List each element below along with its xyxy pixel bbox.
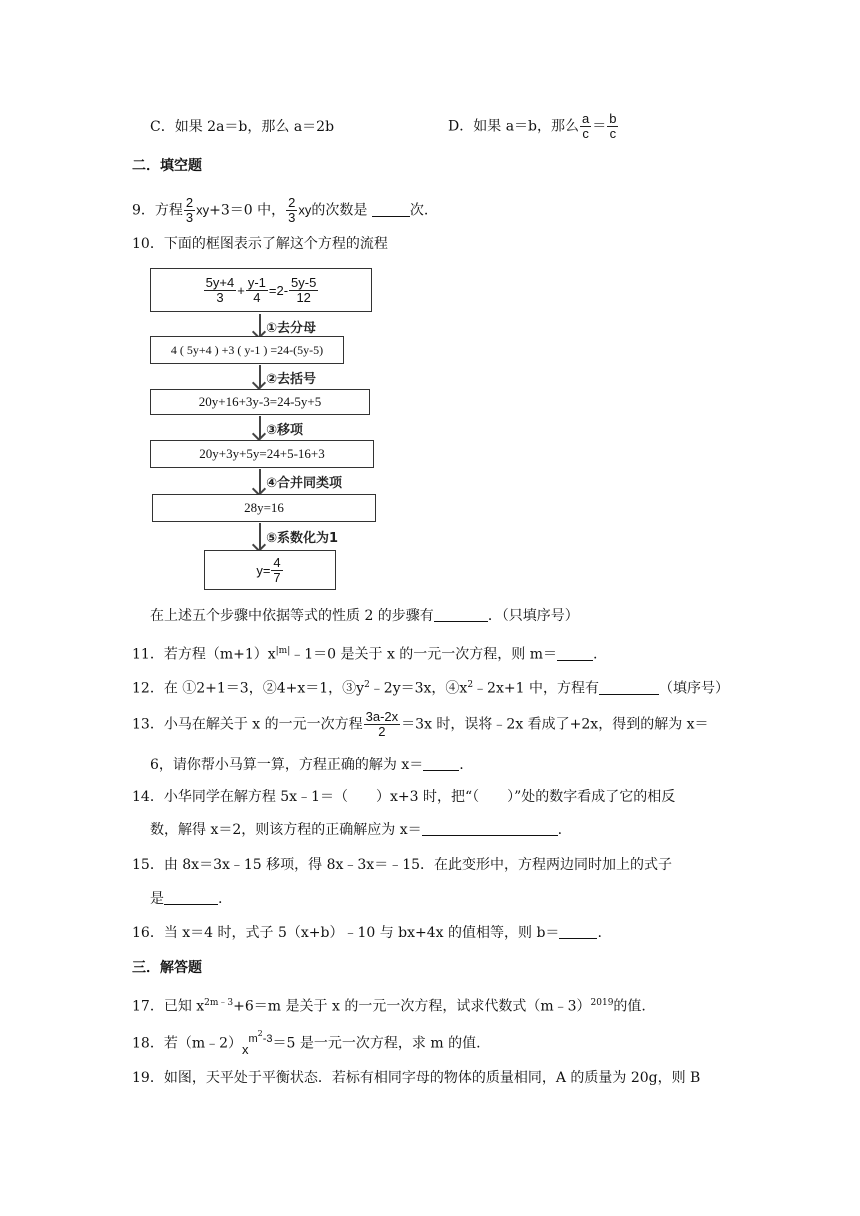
fraction: $\frac{2}{3}$ (185, 195, 194, 225)
fraction: $\frac{b}{c}$ (609, 111, 617, 141)
answer-blank (599, 680, 659, 695)
answer-blank (557, 646, 593, 661)
flow-step-3: ③移项 (266, 423, 304, 438)
fraction: $\frac{a}{c}$ (582, 111, 590, 141)
flow-box-4: 20y+3y+5y=24+5-16+3 (150, 440, 374, 468)
flow-box-5: 28y=16 (152, 494, 376, 522)
flow-step-4: ④合并同类项 (266, 476, 343, 491)
question-10: 10．下面的框图表示了解这个方程的流程 (132, 236, 388, 252)
question-15: 15．由 8x＝3x﹣15 移项，得 8x﹣3x＝﹣15．在此变形中，方程两边同时加上的式子 (132, 857, 673, 873)
question-13: 13．小马在解关于 x 的一元一次方程 $\frac{3a-2x}{2}$ ＝3x 时，误将﹣2x 看成了+2x，得到的解为 x＝ (132, 709, 709, 739)
flow-arrow (259, 314, 261, 336)
question-10-prompt: 在上述五个步骤中依据等式的性质 2 的步骤有 ．（只填序号） (150, 608, 579, 624)
flow-step-5: ⑤系数化为1 (266, 531, 339, 546)
answer-blank (422, 821, 558, 836)
flow-box-1: $\frac{5y+4}{3}$ + $\frac{y-1}{4}$ =2- $\frac{5y-5}{12}$ (150, 268, 372, 312)
answer-blank (164, 890, 218, 905)
question-12: 12．在 ①2+1＝3，②4+x＝1，$③y^2﹣2y=3x$，$④x^2﹣2x+1$ 中，方程有 （填序号） (132, 680, 729, 697)
flow-step-1: ①去分母 (266, 321, 317, 336)
answer-blank (423, 756, 459, 771)
flowchart (148, 262, 378, 592)
section-title-answer: 三．解答题 (132, 960, 202, 976)
answer-blank (372, 202, 410, 217)
flow-step-2: ②去括号 (266, 372, 317, 387)
flow-arrow (259, 416, 261, 438)
flow-box-3: 20y+16+3y-3=24-5y+5 (150, 389, 370, 415)
question-16: 16．当 x＝4 时，式子 5（x+b）﹣10 与 bx+4x 的值相等，则 b＝ . (132, 925, 602, 941)
question-9: 9．方程 $\frac{2}{3}$ xy+3＝0 中， $\frac{2}{3}$ xy的次数是 次. (132, 195, 429, 225)
question-14: 14．小华同学在解方程 5x﹣1＝（ ）x+3 时，把“（ ）”处的数字看成了它的相反 (132, 789, 676, 805)
question-17: 17．已知 $x^{2m﹣3}+6=m$ 是关于 x 的一元一次方程，试求代数式（m﹣3）$^{2019}$的值. (132, 998, 646, 1015)
flow-box-2: 4 ( 5y+4 ) +3 ( y-1 ) =24-(5y-5) (150, 336, 344, 364)
flow-arrow (259, 469, 261, 493)
fraction: $\frac{2}{3}$ (288, 195, 296, 225)
flow-arrow (259, 365, 261, 387)
q8-option-c: C．如果 2a＝b，那么 a＝2b (150, 119, 335, 135)
answer-blank (434, 607, 488, 622)
section-title-fill-in: 二．填空题 (132, 158, 202, 174)
flow-box-6: y= $\frac{4}{7}$ (204, 550, 336, 590)
question-14-cont: 数，解得 x＝2，则该方程的正确解应为 x＝ . (150, 822, 563, 838)
fraction: $\frac{3a-2x}{2}$ (365, 709, 399, 739)
q8-option-d: D．如果 a＝b，那么 $\frac{a}{c}$ ＝ $\frac{b}{c}$ (448, 111, 617, 141)
question-13-cont: 6，请你帮小马算一算，方程正确的解为 x＝ . (150, 757, 464, 773)
question-19: 19．如图，天平处于平衡状态．若标有相同字母的物体的质量相同，A 的质量为 20g，则 B (132, 1070, 701, 1086)
question-15-cont: 是 . (150, 891, 223, 907)
question-18: 18．若$(m﹣2)x^{m2-3}=5$ 是一元一次方程，求 m 的值. (132, 1029, 481, 1057)
question-11: 11．若方程$(m+1)x^{|m|}﹣1=0$ 是关于 x 的一元一次方程，则 m＝ . (132, 646, 598, 663)
flow-arrow (259, 523, 261, 549)
answer-blank (559, 924, 597, 939)
